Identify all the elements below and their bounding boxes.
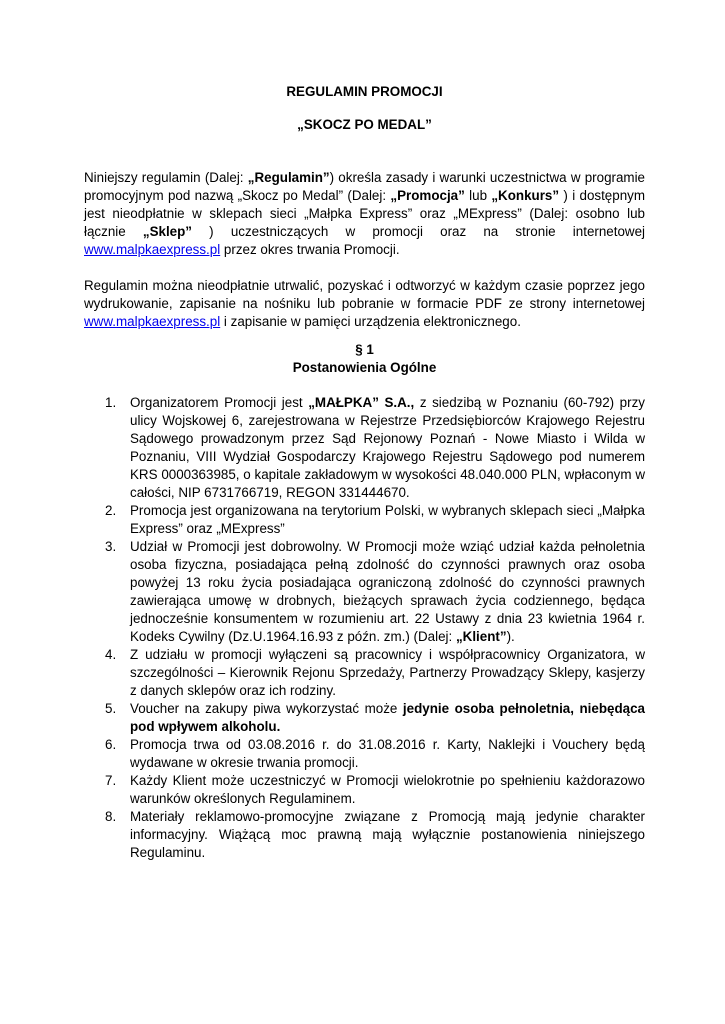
section-1-number: § 1 [355,342,374,357]
list-item [84,646,645,700]
bold-text-run: „Klient” [455,629,507,644]
bold-text-run: „Promocja” [390,188,465,203]
text-run: Regulamin można nieodpłatnie utrwalić, pozyskać i odtworzyć w każdym czasie poprzez jego wydrukowanie, zapisanie na nośniku lub pobranie w formacie PDF ze strony internetowej [84,278,645,311]
text-run: ). [506,629,515,644]
text-run: przez okres trwania Promocji. [220,242,400,257]
text-run: z siedzibą w Poznaniu (60-792) przy ulicy Wojskowej 6, zarejestrowana w Rejestrze Przedsiębiorców Krajowego Rejestru Sądowego prowadzonym przez Sąd Rejonowy Poznań - Nowe Miasto i Wilda w Poznaniu, VIII Wydział Gospodarczy Krajowego Rejestru Sądowego pod numerem KRS 0000363985, o kapitale zakładowym w wysokości 48.040.000 PLN, wpłaconym w całości, NIP 6731766719, REGON 331444670. [130,395,645,500]
text-run: Udział w Promocji jest dobrowolny. W Promocji może wziąć udział każda pełnoletnia osoba fizyczna, posiadająca pełną zdolność do czynności prawnych oraz osoba powyżej 13 roku życia posiadająca ograniczoną zdolność do czynności prawnych zawierająca umowę w drobnych, bieżących sprawach życia codziennego, będąca jednocześnie konsumentem w rozumieniu art. 22 Ustawy z dnia 23 kwietnia 1964 r. Kodeks Cywilny (Dz.U.1964.16.93 z późn. zm.) (Dalej: [130,539,645,644]
text-run: Promocja trwa od 03.08.2016 r. do 31.08.2016 r. Karty, Naklejki i Vouchery będą wydawane w okresie trwania promocji. [130,737,645,770]
list-item-text [130,503,645,536]
list-item-text [130,539,645,644]
list-item-marker: 8. [105,809,117,824]
list-item-marker: 5. [105,701,117,716]
list-item-text [130,395,645,500]
list-item-marker: 1. [105,395,117,410]
text-run: lub [464,188,492,203]
text-run: Materiały reklamowo-promocyjne związane z Promocją mają jedynie charakter informacyjny. Wiążącą moc prawną mają wyłącznie postanowienia niniejszego Regulaminu. [130,809,645,860]
malpkaexpress-link[interactable]: www.malpkaexpress.pl [84,242,221,257]
list-item-text [130,647,645,698]
malpkaexpress-link[interactable]: www.malpkaexpress.pl [84,314,221,329]
bold-text-run: „Konkurs” [491,188,560,203]
section-1-title: Postanowienia Ogólne [292,360,437,375]
document-title: REGULAMIN PROMOCJI [286,84,443,99]
list-item-marker: 2. [105,503,117,518]
list-item [84,394,645,502]
list-item-text [130,737,645,770]
list-item-text [130,809,645,860]
text-run: i zapisanie w pamięci urządzenia elektronicznego. [220,314,521,329]
section-1-heading [84,341,645,377]
list-item [84,700,645,736]
list-item [84,808,645,862]
text-run: Promocja jest organizowana na terytorium Polski, w wybranych sklepach sieci „Małpka Express” oraz „MExpress” [130,503,645,536]
section-1-list [84,394,645,862]
list-item [84,538,645,646]
text-run: Każdy Klient może uczestniczyć w Promocji wielokrotnie po spełnieniu każdorazowo warunków określonych Regulaminem. [130,773,645,806]
text-run: Z udziału w promocji wyłączeni są pracownicy i współpracownicy Organizatora, w szczególności – Kierownik Rejonu Sprzedaży, Partnerzy Prowadzący Sklepy, kasjerzy z danych sklepów oraz ich rodziny. [130,647,645,698]
text-run: ) i dostępnym jest nieodpłatnie w sklepach sieci „Małpka Express” oraz „MExpress” (Dalej: osobno lub łącznie [84,188,645,239]
bold-text-run: „Sklep” [142,224,192,239]
list-item-marker: 7. [105,773,117,788]
text-run: ) uczestniczących w promocji oraz na stronie internetowej [192,224,646,239]
list-item-marker: 6. [105,737,117,752]
document-subtitle: „SKOCZ PO MEDAL” [297,117,432,132]
bold-text-run: „Regulamin” [247,170,330,185]
intro-paragraph-1 [84,169,645,259]
list-item [84,772,645,808]
list-item-marker: 3. [105,539,117,554]
text-run: ) określa zasady i warunki uczestnictwa w programie promocyjnym pod nazwą „Skocz po Medal” (Dalej: [84,170,645,203]
list-item [84,736,645,772]
list-item-text [130,773,645,806]
list-item-text [130,701,645,734]
bold-text-run: jedynie osoba pełnoletnia, niebędąca pod wpływem alkoholu. [130,701,645,734]
bold-text-run: „MAŁPKA” S.A., [308,395,415,410]
list-item [84,502,645,538]
text-run: Organizatorem Promocji jest [130,395,309,410]
text-run: Niniejszy regulamin (Dalej: [84,170,248,185]
list-item-marker: 4. [105,647,117,662]
text-run: Voucher na zakupy piwa wykorzystać może [130,701,403,716]
intro-paragraph-2 [84,277,645,331]
